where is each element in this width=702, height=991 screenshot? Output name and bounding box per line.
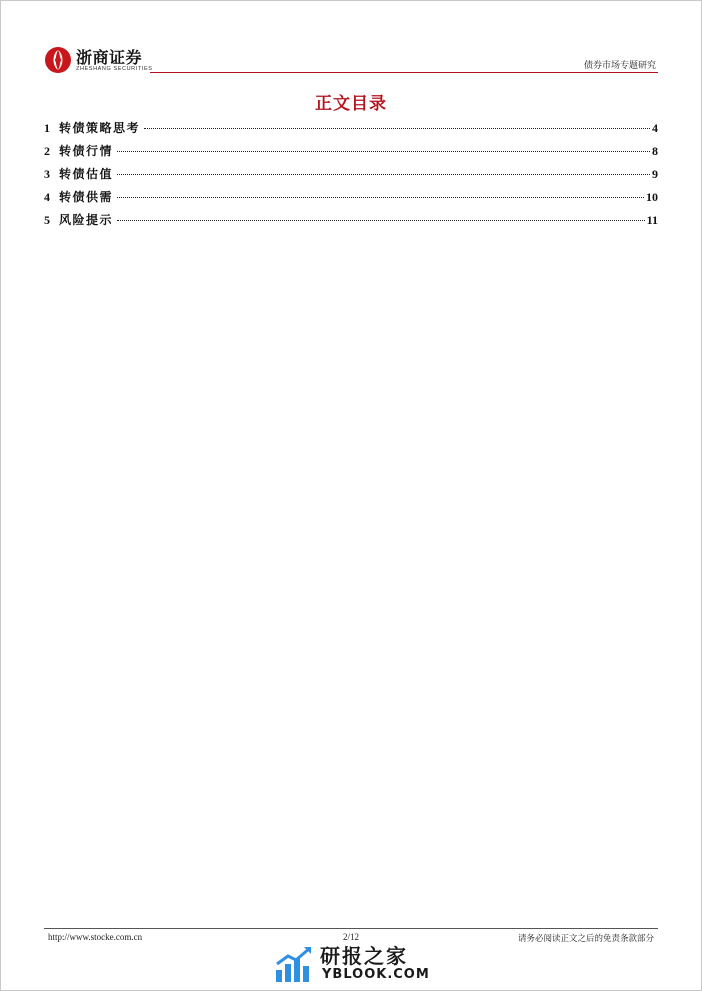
- toc-dot-leader: [144, 128, 650, 129]
- footer-page-number: 2/12: [342, 932, 359, 942]
- toc-entry[interactable]: [44, 211, 658, 234]
- toc-entry-page: 11: [646, 213, 658, 227]
- toc-entry-number: 5: [44, 213, 50, 227]
- toc-entry-label: 转债估值: [59, 167, 114, 181]
- footer-website-link[interactable]: http://www.stocke.com.cn: [48, 932, 143, 942]
- bar-chart-icon: [274, 944, 314, 984]
- toc-entry-number: 4: [44, 190, 50, 204]
- toc-entry-number: 3: [44, 167, 50, 181]
- footer-divider: [44, 928, 658, 929]
- logo-text-en: ZHESHANG SECURITIES: [76, 66, 153, 72]
- toc-entry-label: 转债供需: [59, 190, 114, 204]
- toc-entry[interactable]: [44, 188, 658, 211]
- watermark-text-cn: 研报之家: [320, 944, 408, 968]
- zheshang-logo-icon: [44, 46, 72, 74]
- toc-entry-number: 2: [44, 144, 50, 158]
- toc-entry-page: 4: [652, 121, 658, 135]
- toc-entry-page: 9: [652, 167, 658, 181]
- footer-disclaimer: 请务必阅读正文之后的免责条款部分: [517, 934, 654, 944]
- toc-dot-leader: [117, 197, 644, 198]
- watermark-text-en: YBLOOK.COM: [322, 967, 430, 982]
- toc-entry-label: 风险提示: [59, 213, 114, 227]
- toc-entry[interactable]: [44, 119, 658, 142]
- report-category: 债券市场专题研究: [583, 61, 656, 71]
- toc-entry[interactable]: [44, 142, 658, 165]
- header-divider: [150, 72, 658, 73]
- watermark: [274, 938, 434, 986]
- toc-entry-page: 8: [652, 144, 658, 158]
- toc-title: 正文目录: [315, 94, 387, 114]
- toc-entry[interactable]: [44, 165, 658, 188]
- toc-dot-leader: [117, 151, 650, 152]
- toc-entry-page: 10: [646, 190, 658, 204]
- toc-entry-label: 转债策略思考: [59, 121, 141, 135]
- toc-entry-number: 1: [44, 121, 50, 135]
- table-of-contents: [44, 119, 658, 234]
- toc-dot-leader: [117, 220, 645, 221]
- logo-text-cn: 浙商证券: [76, 48, 143, 67]
- toc-dot-leader: [117, 174, 650, 175]
- toc-entry-label: 转债行情: [59, 144, 114, 158]
